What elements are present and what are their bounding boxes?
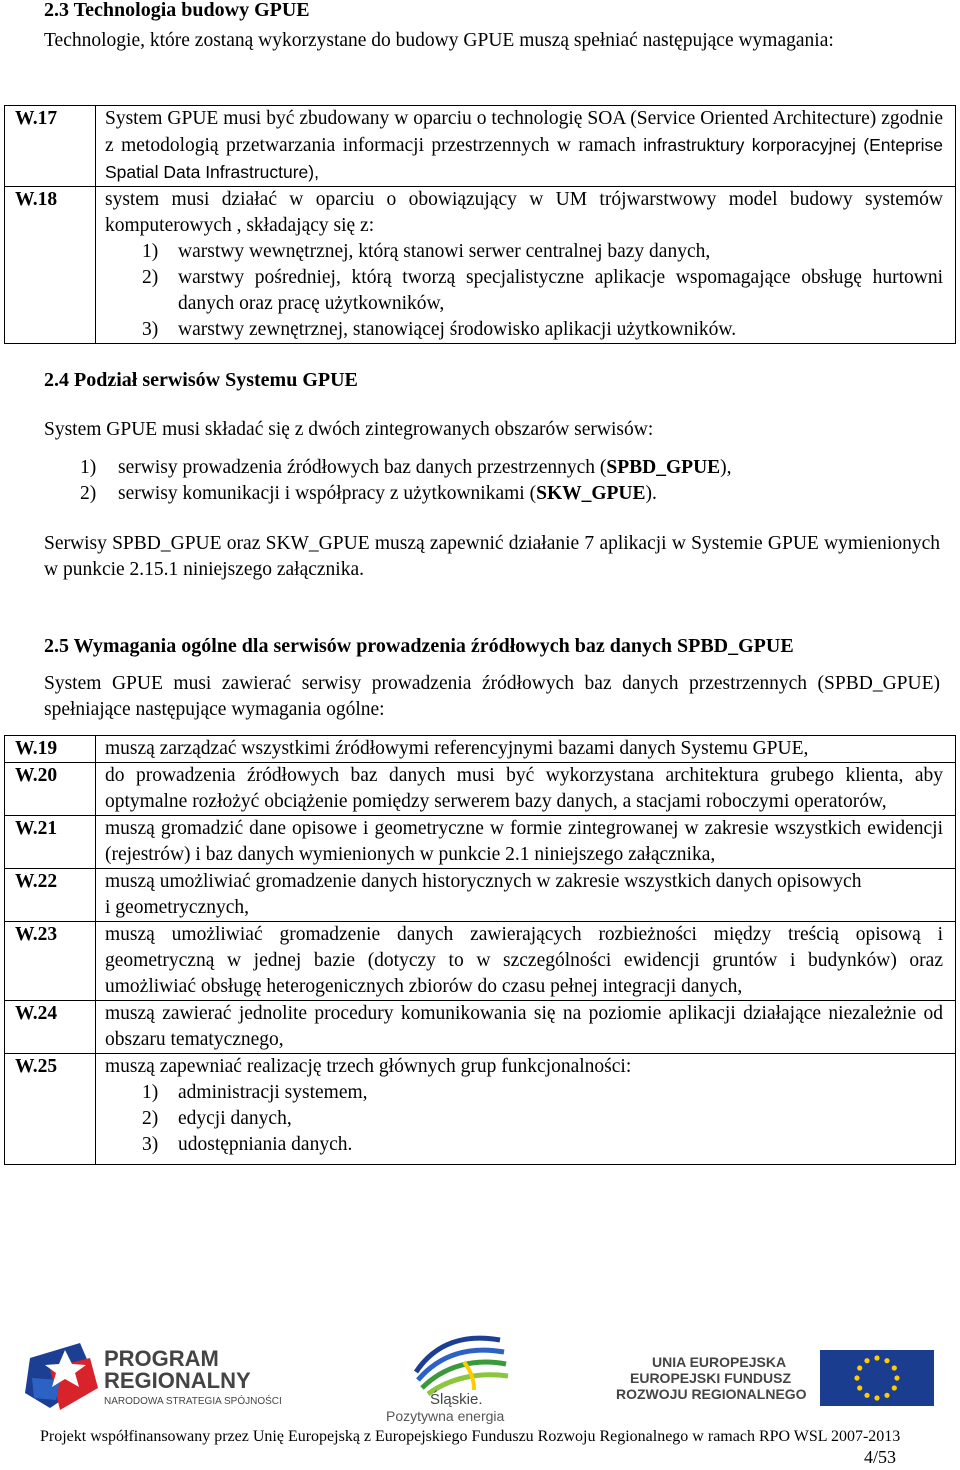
- requirement-row: [5, 869, 956, 922]
- eu-flag-icon: [820, 1350, 934, 1406]
- section-intro-2-5: System GPUE musi zawierać serwisy prowadzenia źródłowych baz danych przestrzennych (SPBD_GPUE) spełniające następujące wymagania ogólne:: [44, 673, 940, 720]
- list-text-bold: SKW_GPUE: [536, 483, 646, 504]
- requirement-text: [96, 1054, 956, 1165]
- requirement-id: W.19: [5, 736, 96, 763]
- requirement-text-continued: i geometrycznych,: [105, 897, 250, 918]
- requirement-text-main: system musi działać w oparciu o obowiązujący w UM trójwarstwowy model budowy systemów komputerowych , składający się z:: [105, 189, 943, 236]
- list-number: 1): [80, 457, 97, 478]
- requirement-text: muszą umożliwiać gromadzenie danych zawierających rozbieżności między treścią opisową i geometryczną w jednej bazie (dotyczy to w szczególności ewidencji gruntów i budynków) oraz umożliwiać obsługę heterogenicznych zbiorów do czasu pełnej integracji danych,: [96, 922, 956, 1001]
- requirement-id: W.23: [5, 922, 96, 1001]
- requirement-id: W.22: [5, 869, 96, 922]
- section-heading-2-5: 2.5 Wymagania ogólne dla serwisów prowadzenia źródłowych baz danych SPBD_GPUE: [44, 635, 794, 657]
- list-number: 1): [142, 241, 159, 262]
- program-logo-line2: REGIONALNY: [104, 1368, 251, 1393]
- requirement-text: muszą zarządzać wszystkimi źródłowymi referencyjnymi bazami danych Systemu GPUE,: [96, 736, 956, 763]
- requirement-id: W.17: [5, 106, 96, 187]
- list-text: udostępniania danych.: [178, 1134, 353, 1155]
- eu-logo-line2: EUROPEJSKI FUNDUSZ: [630, 1370, 792, 1386]
- list-item: [80, 455, 940, 481]
- list-text: administracji systemem,: [178, 1082, 368, 1103]
- slaskie-logo-icon: [408, 1332, 514, 1396]
- footer-logos: [0, 1330, 960, 1430]
- eu-logo-line1: UNIA EUROPEJSKA: [652, 1354, 787, 1370]
- eu-logo-line3: ROZWOJU REGIONALNEGO: [616, 1386, 807, 1402]
- services-list: [80, 455, 940, 507]
- requirements-table-2-3: [4, 105, 956, 344]
- requirement-row: [5, 106, 956, 187]
- requirement-text: [96, 869, 956, 922]
- list-item: [105, 265, 943, 317]
- requirement-id: W.20: [5, 763, 96, 816]
- requirement-text-sans: infrastruktury korporacyjnej (Enteprise Spatial Data Infrastructure),: [105, 135, 944, 182]
- section-heading-2-4: 2.4 Podział serwisów Systemu GPUE: [44, 369, 358, 391]
- list-text: serwisy komunikacji i współpracy z użytkownikami (: [118, 483, 537, 504]
- program-logo-line3: NARODOWA STRATEGIA SPÓJNOŚCI: [104, 1396, 282, 1407]
- list-text: warstwy wewnętrznej, którą stanowi serwer centralnej bazy danych,: [178, 241, 711, 262]
- list-number: 2): [80, 483, 97, 504]
- list-text: warstwy zewnętrznej, stanowiącej środowisko aplikacji użytkowników.: [178, 319, 737, 340]
- page-number: 4/53: [864, 1447, 897, 1467]
- program-regionalny-logo-icon: [20, 1338, 100, 1418]
- requirements-table-2-5: [4, 735, 956, 1165]
- requirement-text: muszą zawierać jednolite procedury komunikowania się na poziomie aplikacji działające niezależnie od obszaru tematycznego,: [96, 1001, 956, 1054]
- list-text: edycji danych,: [178, 1108, 292, 1129]
- requirement-row: [5, 187, 956, 344]
- program-logo-line1: PROGRAM: [104, 1346, 219, 1371]
- section-intro-2-3: Technologie, które zostaną wykorzystane do budowy GPUE muszą spełniać następujące wymagania:: [44, 30, 834, 51]
- list-number: 3): [142, 1134, 159, 1155]
- requirement-text: [96, 187, 956, 344]
- list-text-after: ).: [645, 483, 657, 504]
- requirement-id: W.21: [5, 816, 96, 869]
- slaskie-logo-line2: Pozytywna energia: [386, 1408, 505, 1424]
- list-number: 1): [142, 1082, 159, 1103]
- list-number: 2): [142, 1108, 159, 1129]
- requirement-row: [5, 736, 956, 763]
- requirement-id: W.24: [5, 1001, 96, 1054]
- list-number: 2): [142, 267, 159, 288]
- requirement-text-main: muszą zapewniać realizację trzech głównych grup funkcjonalności:: [105, 1056, 632, 1077]
- section-heading-2-3: 2.3 Technologia budowy GPUE: [44, 0, 310, 21]
- requirement-row: [5, 922, 956, 1001]
- requirement-text: [96, 106, 956, 187]
- list-item: [105, 1080, 943, 1106]
- list-text-after: ),: [720, 457, 732, 478]
- requirement-row: [5, 1001, 956, 1054]
- cofinancing-note: Projekt współfinansowany przez Unię Europejską z Europejskiego Funduszu Rozwoju Regionalnego w ramach RPO WSL 2007-2013: [40, 1428, 901, 1445]
- requirement-row: [5, 763, 956, 816]
- slaskie-logo-line1: Śląskie.: [430, 1391, 483, 1408]
- requirement-text-main: muszą umożliwiać gromadzenie danych historycznych w zakresie wszystkich danych opisowych: [105, 871, 862, 892]
- requirement-id: W.18: [5, 187, 96, 344]
- section-closing-2-4: Serwisy SPBD_GPUE oraz SKW_GPUE muszą zapewnić działanie 7 aplikacji w Systemie GPUE wymienionych w punkcie 2.15.1 niniejszego załącznika.: [44, 533, 940, 580]
- requirement-id: W.25: [5, 1054, 96, 1165]
- list-text: warstwy pośredniej, którą tworzą specjalistyczne aplikacje wspomagające obsługę hurtowni danych oraz pracę użytkowników,: [178, 267, 943, 314]
- list-number: 3): [142, 319, 159, 340]
- requirement-row: [5, 816, 956, 869]
- list-item: [80, 481, 940, 507]
- list-text: serwisy prowadzenia źródłowych baz danych przestrzennych (: [118, 457, 607, 478]
- requirement-text: do prowadzenia źródłowych baz danych musi być wykorzystana architektura grubego klienta, aby optymalne rozłożyć obciążenie pomiędzy serwerem bazy danych, a stacjami roboczymi operatorów,: [96, 763, 956, 816]
- requirement-row: [5, 1054, 956, 1165]
- requirement-text-main: System GPUE musi być zbudowany w oparciu o technologię SOA (Service Oriented Architecture) zgodnie z metodologią przetwarzania informacji przestrzennych w ramach: [105, 108, 943, 156]
- list-item: [105, 239, 943, 265]
- list-item: [105, 1106, 943, 1132]
- list-item: [105, 1132, 943, 1158]
- list-item: [105, 317, 943, 343]
- requirement-text: muszą gromadzić dane opisowe i geometryczne w formie zintegrowanej w zakresie wszystkich ewidencji (rejestrów) i baz danych wymienionych w punkcie 2.1 niniejszego załącznika,: [96, 816, 956, 869]
- section-intro-2-4: System GPUE musi składać się z dwóch zintegrowanych obszarów serwisów:: [44, 419, 654, 440]
- list-text-bold: SPBD_GPUE: [606, 457, 721, 478]
